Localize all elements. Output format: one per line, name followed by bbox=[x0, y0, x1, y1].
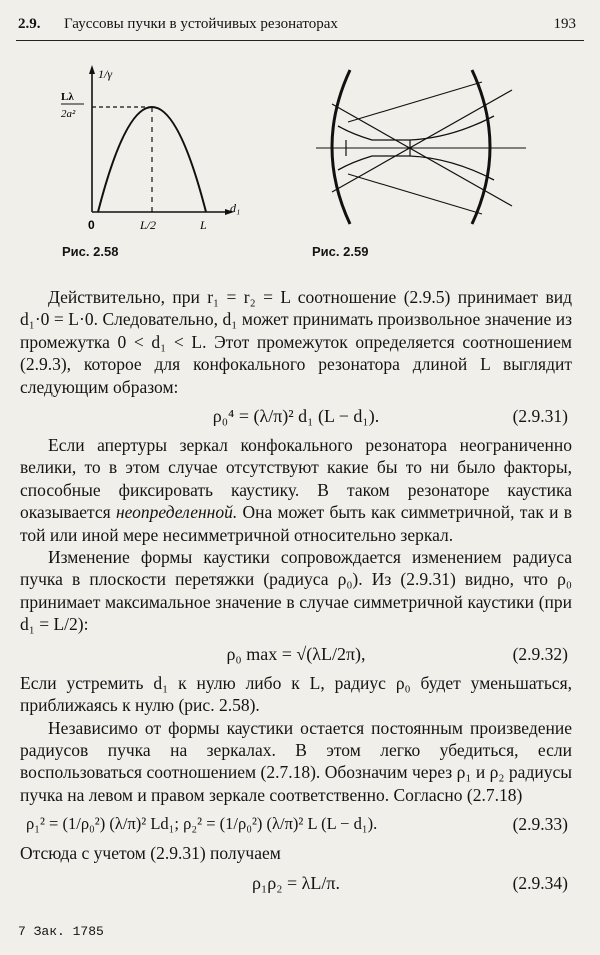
page-header bbox=[16, 8, 584, 40]
equation-2-9-33-formula: ρ₁² = (1/ρ₀²) (λ/π)² Ld₁; ρ₂² = (1/ρ₀²) (λ/π)² L (L − d₁). bbox=[26, 814, 378, 834]
header-rule bbox=[16, 40, 584, 41]
body-text bbox=[20, 286, 572, 901]
section-number: 2.9. bbox=[18, 16, 41, 32]
paragraph-2-end: Она может быть как симметричной, так и в той или иной мере несимметричной относительно зеркал. bbox=[20, 502, 572, 545]
paragraph-2 bbox=[20, 434, 572, 546]
ray-3 bbox=[348, 174, 482, 214]
equation-2-9-34-formula: ρ₁ρ₂ = λL/π. bbox=[252, 872, 340, 893]
paragraph-1: Действительно, при r₁ = r₂ = L соотношение (2.9.5) принимает вид d₁·0 = L·0. Следовательно, d₁ может принимать произвольное значение из промежутка 0 < d₁ < L. Этот промежуток определяется соотношением (2.9.3), которое для конфокального резонатора длиной L выглядит следующим образом: bbox=[20, 287, 572, 397]
equation-2-9-32 bbox=[20, 640, 572, 670]
ray-4 bbox=[348, 82, 482, 122]
figure-2-58 bbox=[60, 62, 260, 232]
caustic-lower bbox=[338, 156, 494, 180]
paragraph-3: Изменение формы каустики сопровождается изменением радиуса пучка в плоскости перетяжки (радиуса ρ₀). Из (2.9.31) видно, что ρ₀ принимает максимальное значение в случае симметричной каустики (при d₁ = L/2): bbox=[20, 547, 572, 635]
paragraph-2-emphasis: неопределенной. bbox=[115, 502, 238, 523]
paragraph-6: Отсюда с учетом (2.9.31) получаем bbox=[20, 843, 281, 864]
x-axis-label: d₁ bbox=[230, 201, 241, 215]
equation-2-9-33 bbox=[20, 810, 572, 840]
y-axis-arrow bbox=[89, 65, 95, 74]
y-value-label-bottom: 2a² bbox=[61, 108, 76, 120]
ray-1 bbox=[332, 90, 512, 192]
paragraph-5: Независимо от формы каустики остается постоянным произведение радиусов пучка на зеркалах. В этом легко убедиться, если воспользоваться соотношением (2.7.18). Обозначим через ρ₁ и ρ₂ радиусы пучка на левом и правом зеркале соответственно. Согласно (2.7.18) bbox=[20, 717, 572, 805]
caustic-upper bbox=[338, 116, 494, 140]
paragraph-4: Если устремить d₁ к нулю либо к L, радиус ρ₀ будет уменьшаться, приближаясь к нулю (рис. 2.58). bbox=[20, 672, 572, 716]
equation-2-9-34 bbox=[20, 869, 572, 899]
equation-2-9-31-number: (2.9.31) bbox=[512, 406, 568, 427]
figure-2-58-caption: Рис. 2.58 bbox=[62, 244, 119, 259]
running-title: Гауссовы пучки в устойчивых резонаторах bbox=[64, 16, 338, 32]
tick-label-0: 0 bbox=[88, 218, 95, 232]
ray-2 bbox=[332, 104, 512, 206]
tick-label-end: L bbox=[200, 218, 207, 232]
right-mirror bbox=[472, 70, 490, 224]
equation-2-9-31-formula: ρ₀⁴ = (λ/π)² d₁ (L − d₁). bbox=[212, 406, 380, 427]
equation-2-9-32-number: (2.9.32) bbox=[512, 643, 568, 664]
equation-2-9-34-number: (2.9.34) bbox=[512, 872, 568, 893]
left-mirror bbox=[332, 70, 350, 224]
equation-2-9-33-number: (2.9.33) bbox=[512, 814, 568, 835]
figure-2-59-caption: Рис. 2.59 bbox=[312, 244, 369, 259]
print-mark: 7 Зак. 1785 bbox=[18, 924, 104, 939]
page-number: 193 bbox=[553, 16, 576, 32]
y-axis-label: 1/γ bbox=[98, 67, 113, 81]
equation-2-9-31 bbox=[20, 402, 572, 432]
paragraph-2-start: Если апертуры зеркал конфокального резонатора неограниченно велики, то в этом случае отсутствуют какие бы то ни было факторы, способные фиксировать каустику. В таком резонаторе каустика оказывается bbox=[20, 435, 572, 523]
y-value-label-top: Lλ bbox=[61, 91, 74, 103]
tick-label-mid: L/2 bbox=[140, 218, 157, 232]
equation-2-9-32-formula: ρ₀ max = √(λL/2π), bbox=[226, 643, 366, 664]
figure-2-59 bbox=[312, 64, 532, 234]
